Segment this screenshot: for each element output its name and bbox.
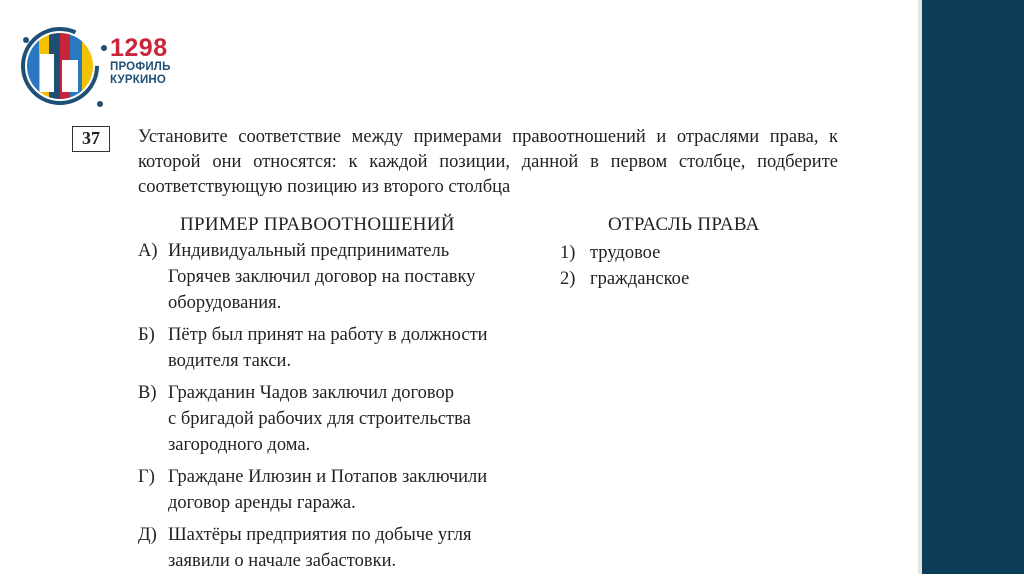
example-item (138, 238, 558, 316)
school-logo (16, 20, 186, 112)
right-decor-band (922, 0, 1024, 574)
right-column-header: ОТРАСЛЬ ПРАВА (608, 214, 760, 235)
example-item (138, 522, 558, 574)
branch-label: трудовое (590, 243, 661, 263)
example-item (138, 380, 558, 458)
example-line: Пётр был принят на работу в должности (168, 325, 488, 345)
example-line: водителя такси. (168, 351, 292, 371)
example-marker: А) (138, 241, 158, 261)
branch-item (560, 266, 860, 292)
example-line: с бригадой рабочих для строительства (168, 409, 471, 429)
example-line: договор аренды гаража. (168, 493, 356, 513)
logo-line-2: КУРКИНО (110, 74, 167, 86)
example-line: заявили о начале забастовки. (168, 551, 397, 571)
example-line: Гражданин Чадов заключил договор (168, 383, 455, 403)
logo-emblem-icon (16, 20, 116, 112)
branch-label: гражданское (590, 269, 690, 289)
example-marker: Д) (138, 525, 157, 545)
example-line: Горячев заключил договор на поставку (168, 267, 476, 287)
example-line: загородного дома. (168, 435, 311, 455)
branch-marker: 1) (560, 243, 576, 263)
example-line: Индивидуальный предприниматель (168, 241, 450, 261)
examples-list (138, 238, 558, 580)
branches-list (560, 240, 860, 292)
logo-line-1: ПРОФИЛЬ (110, 61, 171, 73)
logo-number: 1298 (110, 34, 168, 62)
example-line: оборудования. (168, 293, 282, 313)
example-marker: Г) (138, 467, 155, 487)
branch-item (560, 240, 860, 266)
example-item (138, 464, 558, 516)
example-line: Шахтёры предприятия по добыче угля (168, 525, 472, 545)
branch-marker: 2) (560, 269, 576, 289)
example-line: Граждане Илюзин и Потапов заключили (168, 467, 488, 487)
example-item (138, 322, 558, 374)
task-instruction: Установите соответствие между примерами правоотношений и отраслями права, к которой они относятся: к каждой позиции, данной в первом столбце, подберите соответствующую позицию из второго столбца (138, 127, 838, 197)
example-marker: В) (138, 383, 157, 403)
task-number: 37 (72, 126, 110, 152)
left-column-header: ПРИМЕР ПРАВООТНОШЕНИЙ (180, 214, 455, 235)
example-marker: Б) (138, 325, 155, 345)
